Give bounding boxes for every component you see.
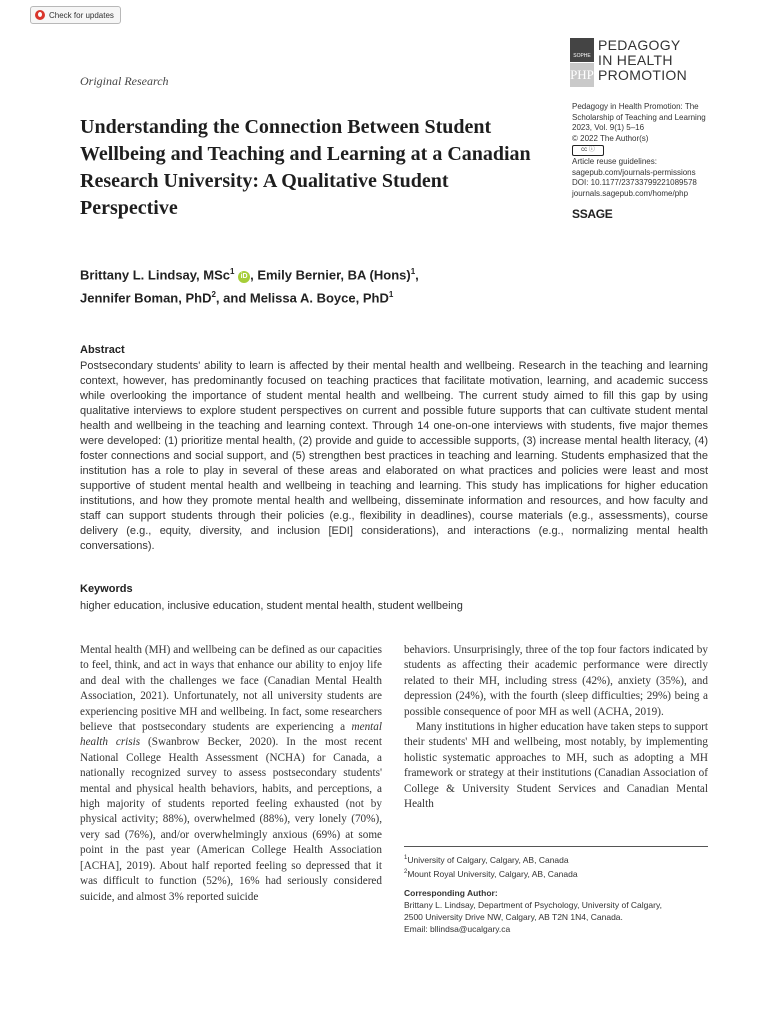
- keywords-heading: Keywords: [80, 583, 133, 595]
- meta-volume: 2023, Vol. 9(1) 5–16: [572, 123, 645, 132]
- section-label: Original Research: [80, 74, 169, 88]
- corresponding-author-address: 2500 University Drive NW, Calgary, AB T2N 1N4, Canada.: [404, 911, 623, 922]
- sage-logo: SSAGE: [572, 207, 613, 221]
- logo-mark: [570, 38, 594, 62]
- check-for-updates-badge[interactable]: [30, 6, 121, 24]
- affiliation-sup: 1: [388, 290, 394, 300]
- body-column-right: [404, 643, 708, 812]
- author-boman: Jennifer Boman, PhD: [80, 290, 212, 306]
- footnotes: [404, 852, 708, 935]
- logo-mark-lower-text: PHP: [570, 67, 594, 82]
- affiliation-sup: 1: [410, 267, 416, 276]
- affiliation-sup: 2: [211, 290, 216, 300]
- body-text: (Swanbrow Becker, 2020). In the most recent National College Health Assessment (NCHA) for Canada, a nationally recognized survey to assess postsecondary students' mental and physical health behaviors, habits, and perceptions, a high majority of students reported feeling exhausted (not by physical activity; 88%), overwhelmed (88%), very lonely (70%), very sad (76%), and/or overwhelmingly anxious (69%) at some point in the past year (American College Health Association [ACHA], 2019). About half reported feeling so depressed that it was difficult to function (52%), 16% had seriously considered suicide, and almost 3% reported suicide: [80, 736, 382, 903]
- journal-meta: [572, 102, 732, 199]
- author-lindsay: Brittany L. Lindsay, MSc: [80, 267, 231, 283]
- author-separator: ,: [415, 267, 419, 283]
- abstract-heading: Abstract: [80, 344, 125, 356]
- logo-wordmark: [598, 38, 687, 83]
- body-paragraph: Many institutions in higher education have taken steps to support their students' MH and wellbeing, most notably, by implementing holistic systematic approaches to MH, such as adopting a MH framework or strategy at their institutions (Canadian Association of College & University Student Services and Canadian Mental Health: [404, 721, 708, 811]
- meta-journal-name-2: Scholarship of Teaching and Learning: [572, 112, 706, 122]
- meta-permissions-link[interactable]: sagepub.com/journals-permissions: [572, 167, 696, 177]
- logo-mark-text: SOPHE: [573, 53, 591, 59]
- meta-doi[interactable]: DOI: 10.1177/23733799221089578: [572, 178, 697, 187]
- affiliation-1: [404, 852, 708, 866]
- logo-mark-lower: [570, 63, 594, 87]
- logo-line-1: PEDAGOGY: [598, 37, 681, 53]
- body-text: Mental health (MH) and wellbeing can be defined as our capacities to feel, think, and act in ways that enhance our ability to enjoy life and deal with the challenges we face (Canadian Mental Health Association, 2021). Unfortunately, not all university students are experiencing positive MH and wellbeing. In fact, some researchers believe that postsecondary students are experiencing a: [80, 644, 382, 734]
- body-column-left: [80, 643, 382, 905]
- author-boyce: , and Melissa A. Boyce, PhD: [215, 290, 389, 306]
- body-emphasis: mental health crisis: [80, 721, 382, 749]
- affiliation-2: [404, 866, 708, 880]
- logo-line-3: PROMOTION: [598, 67, 688, 83]
- abstract-text: Postsecondary students' ability to learn is affected by their mental health and wellbeing. Research in the teaching and learning context, however, has predominantly focused on teaching practices that facilitate motivation, learning, and academic success while overlooking the importance of student mental health and wellbeing. The current study aimed to fill this gap by using qualitative interviews to explore student perspectives on current and possible future supports that can cultivate student mental health and wellbeing in the teaching and learning context. Through 14 one-on-one interviews with students, five major themes were developed: (1) prioritize mental health, (2) provide and guide to accessible supports, (3) increase mental health literacy, (4) foster connections and social support, and (5) strengthen best practices in teaching and learning. Students emphasized that the institution has a role to play in several of these areas and elaborated on what practices and policies were least and most supportive of student mental health and wellbeing in teaching and learning. This study has implications for higher education institutions, and how they promote mental health and wellbeing, disseminate information and resources, and how faculty and staff can support students through their policies (e.g., flexibility in deadlines), course materials (e.g., assessments), course delivery (e.g., equity, diversity, and inclusion [EDI] considerations), and interactions (e.g., normalizing mental health conversations).: [80, 360, 708, 552]
- orcid-icon[interactable]: iD: [238, 271, 250, 283]
- check-for-updates-label: Check for updates: [49, 10, 114, 20]
- meta-journal-name-1: Pedagogy in Health Promotion: The: [572, 102, 699, 111]
- keywords-text: higher education, inclusive education, student mental health, student wellbeing: [80, 600, 463, 612]
- corresponding-author-email[interactable]: Email: bllindsa@ucalgary.ca: [404, 923, 511, 934]
- author-list: [80, 262, 500, 309]
- meta-journal-link[interactable]: journals.sagepub.com/home/php: [572, 188, 689, 198]
- update-icon: [35, 10, 45, 20]
- body-paragraph: [80, 643, 382, 905]
- article-title: Understanding the Connection Between Student Wellbeing and Teaching and Learning at a Canadian Research University: A Qualitative Student Perspective: [80, 116, 531, 219]
- corresponding-author-line: Brittany L. Lindsay, Department of Psychology, University of Calgary,: [404, 899, 662, 910]
- journal-logo: [570, 38, 710, 88]
- affiliation-sup: 1: [230, 267, 235, 276]
- meta-copyright: © 2022 The Author(s): [572, 133, 649, 143]
- logo-line-2: IN HEALTH: [598, 52, 673, 68]
- author-bernier: , Emily Bernier, BA (Hons): [250, 267, 411, 283]
- footnote-divider: [404, 846, 708, 847]
- affiliation-text: Mount Royal University, Calgary, AB, Canada: [407, 868, 578, 879]
- corresponding-author-heading: Corresponding Author:: [404, 887, 498, 898]
- affiliation-sup: 1: [404, 855, 408, 861]
- affiliation-sup: 2: [404, 868, 408, 875]
- body-paragraph: behaviors. Unsurprisingly, three of the top four factors indicated by students as affecting their academic performance were directly related to their MH, including stress (42%), anxiety (35%), and depression (24%), with the fourth (sleep difficulties; 29%) being a possible consequence of poor MH as well (ACHA, 2019).: [404, 644, 708, 718]
- creative-commons-icon[interactable]: cc ⓘ: [572, 145, 604, 156]
- meta-reuse-label: Article reuse guidelines:: [572, 157, 657, 166]
- affiliation-text: University of Calgary, Calgary, AB, Canada: [407, 854, 569, 865]
